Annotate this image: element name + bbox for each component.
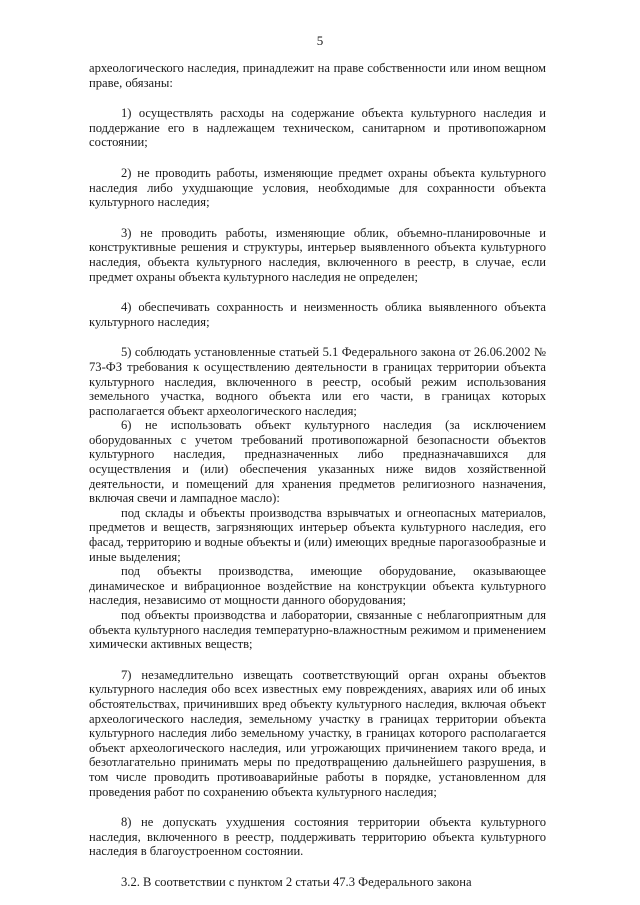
paragraph-continuation: археологического наследия, принадлежит на праве собственности или ином вещном праве, обязаны: [89, 61, 546, 90]
paragraph-section-3-2: 3.2. В соответствии с пунктом 2 статьи 47.3 Федерального закона [121, 874, 472, 889]
paragraph-item-7: 7) незамедлительно извещать соответствующий орган охраны объектов культурного наследия обо всех известных ему повреждениях, авариях или об иных обстоятельствах, причинивших вред объекту культурного наследия, включая объект археологического наследия, земельному участку в границах территории объекта культурного наследия либо земельному участку, в границах которого располагается объект археологического наследия, или угрожающих причинением такого вреда, и безотлагательно принимать меры по предотвращению дальнейшего разрушения, в том числе проводить противоаварийные работы в порядке, установленном для проведения работ по сохранению объекта культурного наследия; [89, 667, 546, 799]
paragraph-item-2: 2) не проводить работы, изменяющие предмет охраны объекта культурного наследия либо ухудшающие условия, необходимые для сохранности объекта культурного наследия; [89, 165, 546, 210]
paragraph-item-8: 8) не допускать ухудшения состояния территории объекта культурного наследия, включенного в реестр, поддерживать территорию объекта культурного наследия в благоустроенном состоянии. [89, 815, 546, 859]
document-body [89, 61, 546, 890]
paragraph-item-6-sub-b: под объекты производства, имеющие оборудование, оказывающее динамическое и вибрационное воздействие на конструкции объекта культурного наследия, независимо от мощности данного оборудования; [89, 564, 546, 608]
paragraph-item-4: 4) обеспечивать сохранность и неизменность облика выявленного объекта культурного наследия; [89, 300, 546, 329]
paragraph-item-6: 6) не использовать объект культурного наследия (за исключением оборудованных с учетом требований противопожарной безопасности объектов культурного наследия, предназначенных либо предназначавшихся для осуществления и (или) обеспечения указанных ниже видов хозяйственной деятельности, и помещений для хранения предметов религиозного назначения, включая свечи и лампадное масло): [89, 418, 546, 506]
paragraph-item-6-sub-a: под склады и объекты производства взрывчатых и огнеопасных материалов, предметов и веществ, загрязняющих интерьер объекта культурного наследия, его фасад, территорию и водные объекты и (или) имеющих вредные парогазообразные и иные выделения; [89, 505, 546, 564]
page-number: 5 [316, 33, 324, 48]
paragraph-item-1: 1) осуществлять расходы на содержание объекта культурного наследия и поддержание его в надлежащем техническом, санитарном и противопожарном состоянии; [89, 106, 546, 150]
paragraph-item-3: 3) не проводить работы, изменяющие облик, объемно-планировочные и конструктивные решения и структуры, интерьер выявленного объекта культурного наследия, объекта культурного наследия, включенного в реестр, в случае, если предмет охраны объекта культурного наследия не определен; [89, 225, 546, 284]
paragraph-item-6-sub-c: под объекты производства и лаборатории, связанные с неблагоприятным для объекта культурного наследия температурно-влажностным режимом и применением химически активных веществ; [89, 608, 546, 652]
paragraph-item-5: 5) соблюдать установленные статьей 5.1 Федерального закона от 26.06.2002 № 73-ФЗ требования к осуществлению деятельности в границах территории объекта культурного наследия, включенного в реестр, особый режим использования земельного участка, водного объекта или его части, в границах которых располагается объект археологического наследия; [89, 345, 546, 418]
